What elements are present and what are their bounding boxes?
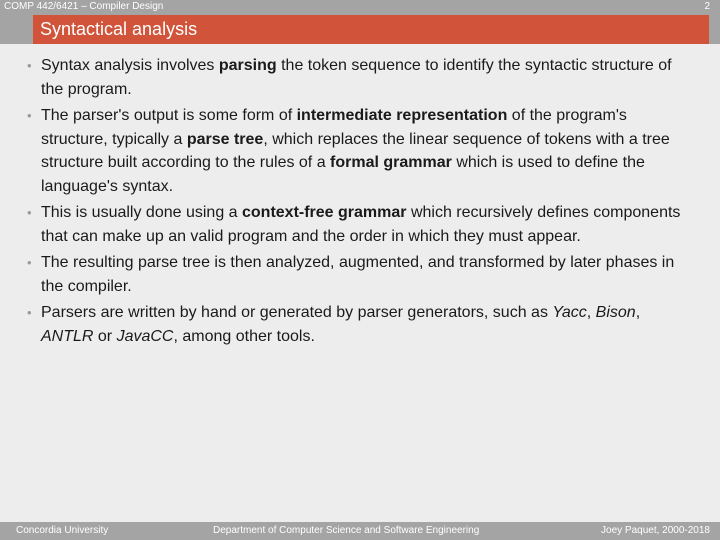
footer-department: Department of Computer Science and Software Engineering [213, 525, 480, 536]
course-label: COMP 442/6421 – Compiler Design [4, 1, 164, 12]
bullet-marker: • [27, 205, 32, 220]
tool-name: Bison [595, 304, 636, 321]
emphasized-term: parse tree [186, 130, 264, 148]
bullet-item [27, 54, 695, 101]
bullet-item [27, 251, 695, 298]
bullet-text: which recursively defines components that can make up an valid program and the order in which they must appear. [41, 204, 681, 245]
bullet-text: , [635, 304, 641, 321]
bullet-marker: • [27, 58, 32, 73]
slide-number: 2 [704, 1, 710, 12]
bullet-text: the token sequence to identify the syntactic structure of the program. [41, 57, 672, 98]
bullet-marker: • [27, 305, 32, 320]
emphasized-term: intermediate representation [296, 107, 508, 124]
tool-name: ANTLR [41, 327, 94, 345]
bullet-item [27, 104, 695, 198]
bullet-text: The parser's output is some form of [41, 107, 297, 124]
bullet-text: of the program's structure, typically a [41, 107, 627, 148]
slide-title: Syntactical analysis [40, 19, 198, 39]
bullet-text: or [93, 327, 117, 345]
tool-name: Yacc [552, 304, 587, 321]
bullet-text: which is used to define the language's syntax. [41, 154, 645, 195]
bullet-text: The resulting parse tree is then analyzed, augmented, and transformed by later phases in the compiler. [41, 254, 675, 295]
bullet-text: Syntax analysis involves [41, 57, 219, 74]
footer-university: Concordia University [16, 525, 109, 536]
bullet-text: , among other tools. [173, 327, 315, 345]
bullet-item [27, 201, 695, 248]
bullet-marker: • [27, 255, 32, 270]
footer-bar [0, 522, 720, 540]
tool-name: JavaCC [116, 327, 174, 345]
bullet-list [27, 54, 695, 351]
footer-author: Joey Paquet, 2000-2018 [601, 525, 710, 536]
bullet-text: Parsers are written by hand or generated by parser generators, such as [41, 304, 553, 321]
bullet-text: , which replaces the linear sequence of tokens with a tree structure built according to the rules of a [41, 130, 670, 171]
bullet-item [27, 301, 695, 348]
emphasized-term: context-free grammar [242, 204, 407, 221]
bullet-marker: • [27, 108, 32, 123]
emphasized-term: formal grammar [330, 154, 452, 171]
bullet-text: This is usually done using a [41, 204, 242, 221]
title-band [33, 15, 709, 44]
bullet-text: , [586, 304, 596, 321]
emphasized-term: parsing [218, 57, 277, 74]
